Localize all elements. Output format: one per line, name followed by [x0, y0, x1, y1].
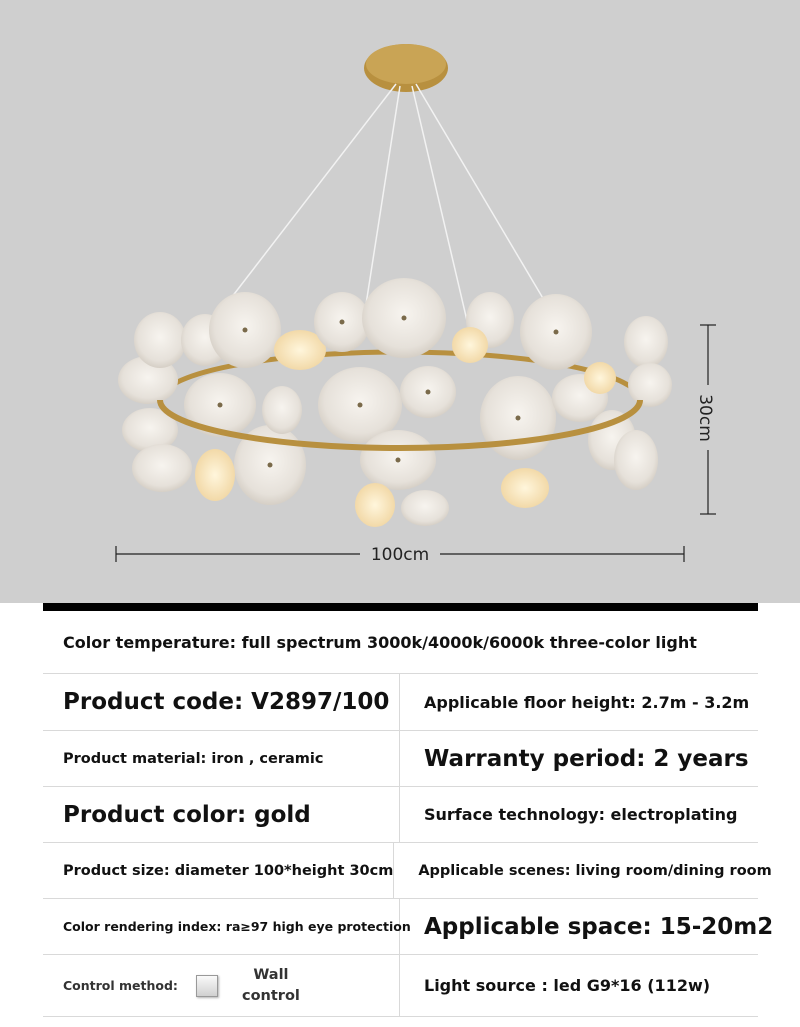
- spec-row: [43, 843, 772, 899]
- surface-technology: Surface technology: electroplating: [424, 805, 738, 824]
- control-method-value: Wall control: [241, 966, 300, 1004]
- color-rendering-index: Color rendering index: ra≥97 high eye protection: [43, 899, 400, 954]
- product-size: Product size: diameter 100*height 30cm: [43, 843, 394, 898]
- ceramic-petals: [118, 278, 672, 527]
- applicable-scenes: Applicable scenes: living room/dining room: [418, 862, 772, 879]
- spec-table: [43, 603, 774, 1017]
- floor-height: Applicable floor height: 2.7m - 3.2m: [424, 692, 750, 712]
- control-method-label: Control method:: [63, 978, 178, 993]
- product-color: Product color: gold: [43, 787, 400, 842]
- spec-row: [43, 955, 758, 1017]
- applicable-space: Applicable space: 15-20m2: [424, 913, 774, 940]
- wall-switch-icon: [196, 975, 218, 997]
- color-temperature: Color temperature: full spectrum 3000k/4000k/6000k three-color light: [63, 632, 697, 652]
- ceiling-canopy: [364, 44, 448, 92]
- product-material: Product material: iron , ceramic: [43, 731, 400, 786]
- light-source: Light source : led G9*16 (112w): [424, 976, 711, 995]
- spec-row: [43, 731, 758, 787]
- product-code: Product code: V2897/100: [43, 674, 400, 730]
- spec-row: [43, 899, 774, 955]
- spec-row: [43, 611, 758, 674]
- spec-row: [43, 787, 758, 843]
- control-method: [43, 955, 400, 1016]
- width-label: 100cm: [370, 545, 430, 565]
- height-label: 30cm: [695, 394, 715, 442]
- spec-row: [43, 674, 758, 731]
- warranty-period: Warranty period: 2 years: [424, 745, 749, 772]
